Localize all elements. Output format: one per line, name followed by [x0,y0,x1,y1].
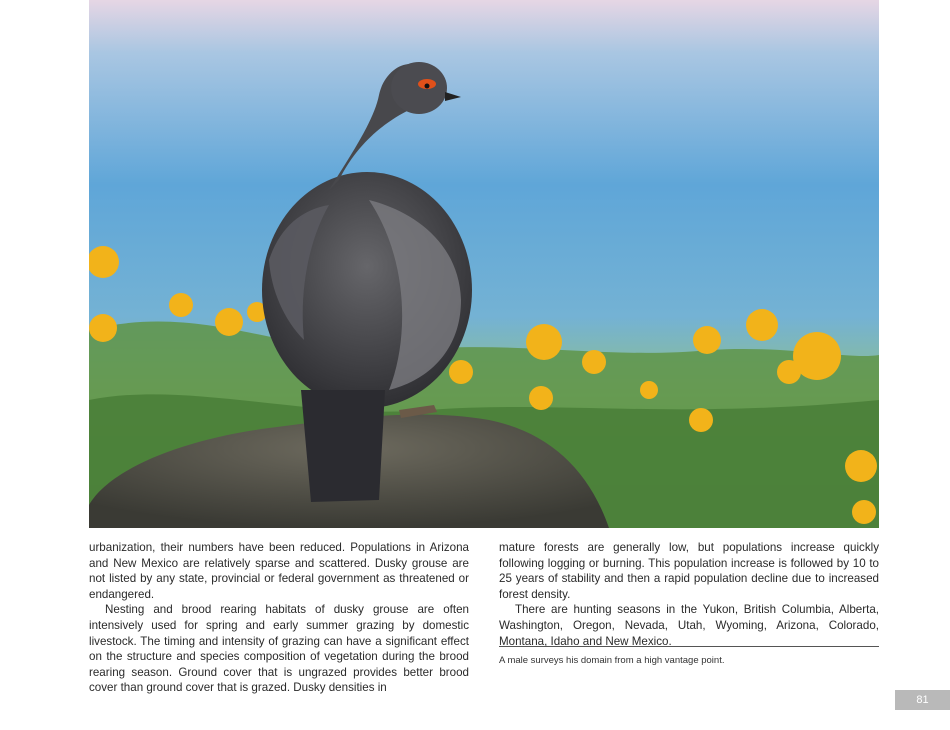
right-text-column [499,540,879,649]
paragraph: There are hunting seasons in the Yukon, British Columbia, Alberta, Washington, Oregon, Nevada, Utah, Wyoming, Arizona, Colorado, Montana, Idaho and New Mexico. [499,603,879,648]
paragraph: mature forests are generally low, but populations increase quickly following logging or burning. This population increase is followed by 10 to 25 years of stability and then a rapid population decline due to increased forest density. [499,541,879,601]
grouse-photo [89,0,879,528]
photo-illustration [89,0,879,528]
paragraph: urbanization, their numbers have been reduced. Populations in Arizona and New Mexico are relatively sparse and scattered. Dusky grouse are not listed by any state, provincial or federal government as threatened or endangered. [89,541,469,601]
photo-caption: A male surveys his domain from a high vantage point. [499,655,725,666]
caption-divider [499,646,879,647]
left-text-column [89,540,469,696]
page-number: 81 [895,690,950,710]
paragraph: Nesting and brood rearing habitats of dusky grouse are often intensively used for spring and early summer grazing by domestic livestock. The timing and intensity of grazing can have a significant effect on the structure and species composition of vegetation during the brood rearing season. Ground cover that is ungrazed provides better brood cover than ground cover that is grazed. Dusky densities in [89,603,469,695]
